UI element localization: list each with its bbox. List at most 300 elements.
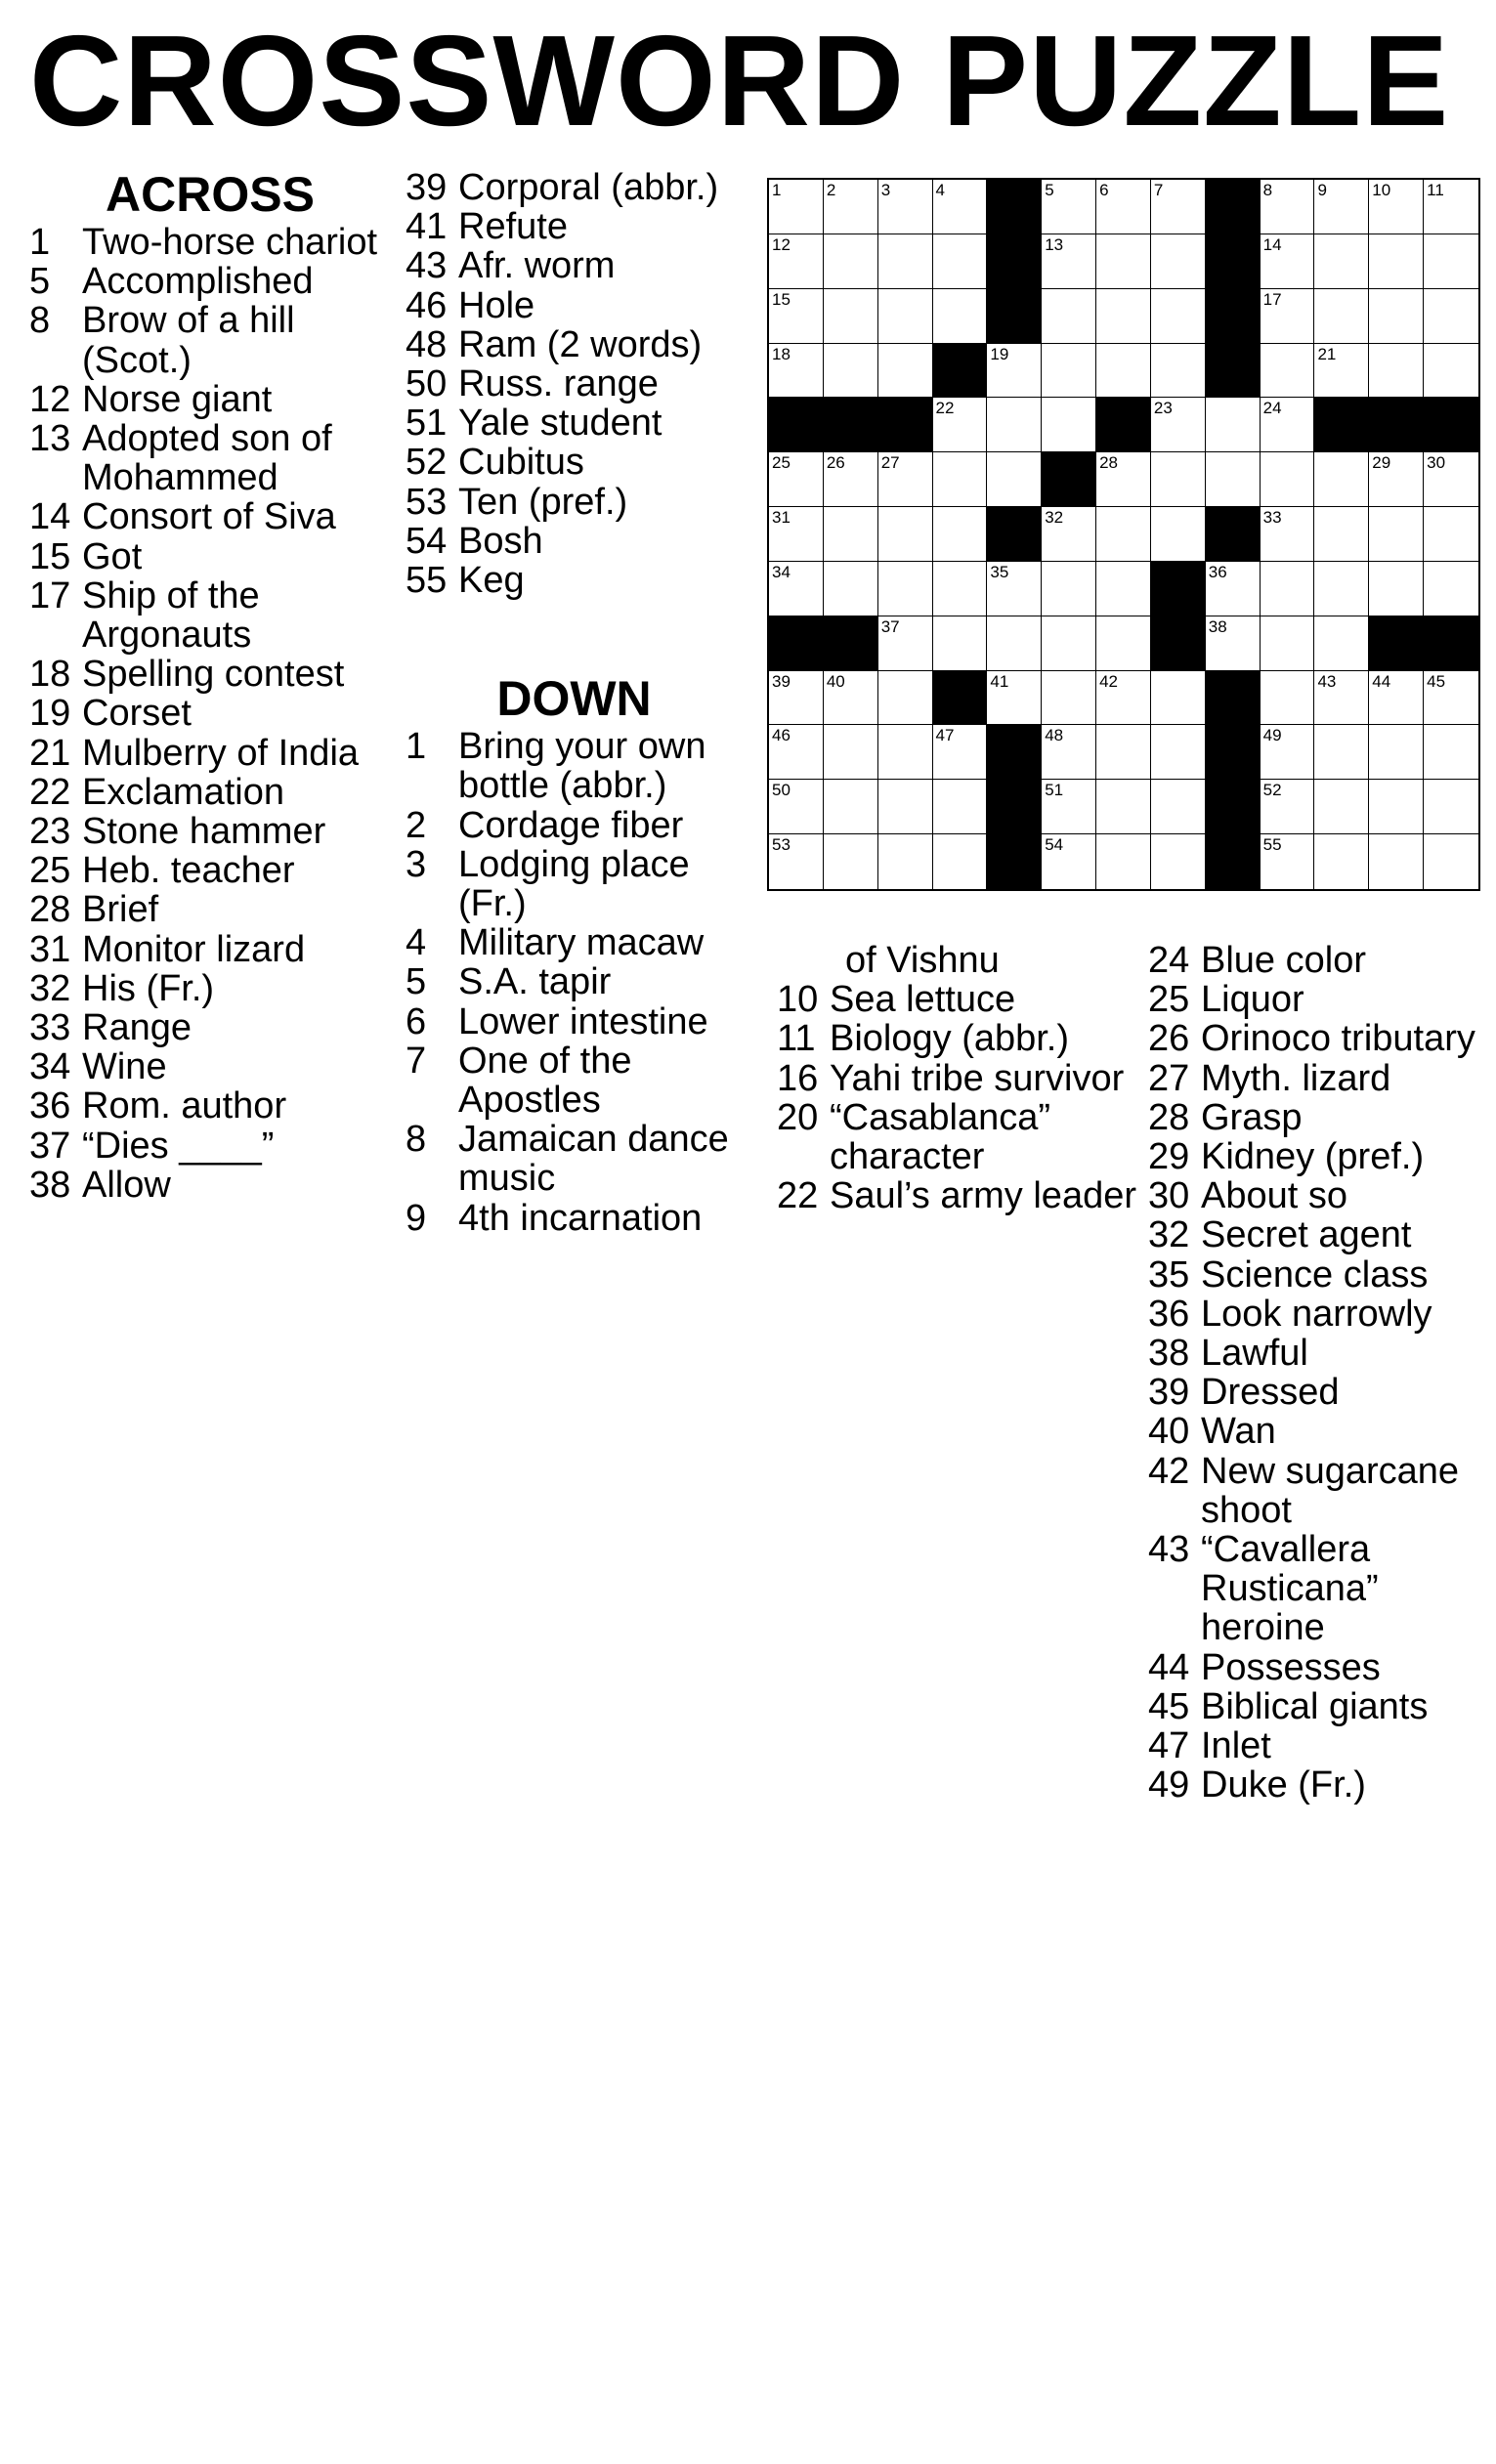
grid-cell[interactable] [1424, 507, 1478, 562]
grid-cell[interactable] [987, 562, 1042, 616]
clue-item [29, 1166, 391, 1205]
clue-number: 51 [406, 403, 448, 445]
clue-number: 44 [1148, 1646, 1190, 1688]
clue-item [1148, 941, 1490, 980]
clue-text: New sugarcane shoot [1201, 1450, 1460, 1531]
cell-number: 55 [1262, 835, 1282, 855]
grid-cell[interactable] [1151, 834, 1206, 889]
grid-cell[interactable] [1314, 834, 1369, 889]
grid-cell[interactable] [1151, 452, 1206, 507]
clue-text: Possesses [1201, 1646, 1381, 1688]
grid-block [878, 398, 933, 452]
grid-cell[interactable] [1042, 344, 1096, 399]
cell-number: 51 [1045, 781, 1064, 800]
grid-cell[interactable] [1369, 234, 1424, 289]
grid-cell[interactable] [1369, 344, 1424, 399]
clue-number: 39 [406, 167, 448, 208]
grid-cell[interactable] [878, 234, 933, 289]
clue-item [29, 1047, 391, 1086]
grid-cell[interactable] [1151, 180, 1206, 234]
clue-item [777, 1059, 1148, 1098]
grid-block [1206, 289, 1261, 344]
grid-block [987, 834, 1042, 889]
grid-cell[interactable] [824, 452, 878, 507]
cell-number: 19 [990, 344, 1009, 363]
clue-item [1148, 1255, 1490, 1295]
cell-number: 7 [1153, 181, 1164, 199]
across-column [29, 166, 391, 1205]
clue-number: 26 [1148, 1018, 1190, 1060]
clue-text: About so [1201, 1175, 1347, 1217]
clue-text: Keg [458, 560, 525, 602]
cell-number: 52 [1262, 781, 1282, 800]
grid-cell[interactable] [1206, 562, 1261, 616]
grid-cell[interactable] [933, 398, 988, 452]
clue-text: Grasp [1201, 1096, 1303, 1138]
clue-number: 18 [29, 654, 71, 696]
cell-number: 28 [1099, 453, 1118, 473]
clue-text: Wine [82, 1046, 167, 1088]
cell-number: 41 [990, 671, 1009, 691]
grid-cell[interactable] [878, 562, 933, 616]
clue-text: Blue color [1201, 940, 1366, 981]
grid-cell[interactable] [933, 180, 988, 234]
grid-cell[interactable] [824, 180, 878, 234]
grid-cell[interactable] [1424, 780, 1478, 834]
clue-number: 9 [406, 1197, 427, 1239]
down-clue-list-2 [777, 980, 1148, 1215]
grid-cell[interactable] [1314, 289, 1369, 344]
clue-number: 45 [1148, 1685, 1190, 1727]
grid-cell[interactable] [1261, 507, 1315, 562]
grid-cell[interactable] [1261, 234, 1315, 289]
clue-item [406, 806, 743, 845]
grid-cell[interactable] [1424, 725, 1478, 780]
grid-cell[interactable] [1151, 234, 1206, 289]
grid-cell[interactable] [769, 671, 824, 726]
cell-number: 8 [1262, 181, 1273, 199]
clue-item [406, 1041, 743, 1120]
grid-cell[interactable] [824, 780, 878, 834]
down-column-continued [777, 941, 1148, 1215]
grid-cell[interactable] [1261, 289, 1315, 344]
grid-cell[interactable] [1042, 289, 1096, 344]
clue-text: Got [82, 535, 143, 577]
grid-cell[interactable] [1042, 562, 1096, 616]
grid-cell[interactable] [1369, 562, 1424, 616]
clue-number: 23 [29, 811, 71, 853]
grid-block [987, 507, 1042, 562]
grid-block [933, 671, 988, 726]
cell-number: 24 [1262, 399, 1282, 418]
grid-cell[interactable] [1369, 725, 1424, 780]
grid-cell[interactable] [1424, 671, 1478, 726]
cell-number: 14 [1262, 234, 1282, 254]
grid-cell[interactable] [1369, 180, 1424, 234]
grid-cell[interactable] [1261, 834, 1315, 889]
cell-number: 36 [1208, 562, 1227, 581]
grid-cell[interactable] [878, 671, 933, 726]
cell-number: 1 [772, 181, 782, 199]
clue-item [406, 286, 743, 325]
clue-item [1148, 1295, 1490, 1334]
grid-cell[interactable] [824, 671, 878, 726]
clue-text: “Dies ____” [82, 1125, 275, 1167]
clue-number: 27 [1148, 1057, 1190, 1099]
clue-item [29, 812, 391, 851]
clue-number: 48 [406, 323, 448, 365]
grid-cell[interactable] [1042, 671, 1096, 726]
cell-number: 12 [772, 234, 791, 254]
grid-cell[interactable] [878, 725, 933, 780]
grid-cell[interactable] [769, 180, 824, 234]
grid-cell[interactable] [1314, 562, 1369, 616]
grid-cell[interactable] [933, 507, 988, 562]
grid-cell[interactable] [1314, 234, 1369, 289]
clue-text: Russ. range [458, 363, 659, 405]
cell-number: 18 [772, 344, 791, 363]
grid-block [769, 616, 824, 671]
clue-number: 6 [406, 1000, 427, 1042]
clue-text: Yahi tribe survivor [830, 1057, 1125, 1099]
grid-cell[interactable] [1096, 452, 1151, 507]
clue-text: Lower intestine [458, 1000, 708, 1042]
grid-cell[interactable] [1151, 780, 1206, 834]
grid-cell[interactable] [878, 180, 933, 234]
clue-number: 7 [406, 1040, 427, 1082]
grid-cell[interactable] [878, 344, 933, 399]
clue-item [29, 301, 391, 379]
clue-text: Monitor lizard [82, 928, 306, 970]
clue-text: Wan [1201, 1411, 1276, 1453]
clue-number: 2 [406, 804, 427, 846]
grid-cell[interactable] [769, 562, 824, 616]
clue-text: Heb. teacher [82, 850, 295, 892]
grid-cell[interactable] [1096, 507, 1151, 562]
clue-number: 36 [29, 1085, 71, 1127]
clue-text: Corporal (abbr.) [458, 167, 719, 208]
clue-item [406, 923, 743, 962]
cell-number: 38 [1208, 616, 1227, 636]
grid-cell[interactable] [878, 452, 933, 507]
grid-cell[interactable] [1096, 180, 1151, 234]
grid-cell[interactable] [824, 834, 878, 889]
cell-number: 5 [1045, 181, 1054, 199]
clue-number: 25 [29, 850, 71, 892]
clue-text: Science class [1201, 1253, 1429, 1296]
clue-text: Bring your own bottle (abbr.) [458, 726, 706, 807]
grid-cell[interactable] [1369, 289, 1424, 344]
grid-cell[interactable] [1369, 834, 1424, 889]
clue-item [406, 168, 743, 207]
cell-number: 4 [935, 181, 945, 199]
cell-number: 2 [826, 181, 836, 199]
grid-cell[interactable] [1424, 562, 1478, 616]
clue-number: 39 [1148, 1372, 1190, 1414]
grid-cell[interactable] [1042, 834, 1096, 889]
clue-item [406, 845, 743, 923]
grid-cell[interactable] [1314, 671, 1369, 726]
clue-item [1148, 1176, 1490, 1215]
clue-text: Ten (pref.) [458, 481, 628, 523]
grid-cell[interactable] [1042, 398, 1096, 452]
grid-cell[interactable] [1369, 780, 1424, 834]
grid-cell[interactable] [1261, 725, 1315, 780]
clue-item [29, 851, 391, 890]
clue-item [29, 655, 391, 694]
cell-number: 11 [1427, 181, 1444, 199]
grid-cell[interactable] [933, 616, 988, 671]
clue-text: Orinoco tributary [1201, 1018, 1475, 1060]
grid-cell[interactable] [1261, 452, 1315, 507]
clue-item [1148, 1334, 1490, 1373]
clue-text: Biology (abbr.) [830, 1018, 1070, 1060]
cell-number: 26 [826, 453, 845, 473]
grid-cell[interactable] [1261, 616, 1315, 671]
grid-block [769, 398, 824, 452]
cell-number: 31 [772, 508, 791, 528]
grid-cell[interactable] [878, 616, 933, 671]
cell-number: 45 [1427, 671, 1446, 691]
grid-cell[interactable] [878, 834, 933, 889]
grid-cell[interactable] [769, 344, 824, 399]
grid-cell[interactable] [1151, 671, 1206, 726]
clue-number: 3 [406, 843, 427, 885]
cell-number: 3 [880, 181, 891, 199]
clue-item [29, 773, 391, 812]
grid-cell[interactable] [769, 507, 824, 562]
grid-cell[interactable] [1261, 180, 1315, 234]
clue-item [1148, 1373, 1490, 1412]
clue-text: Refute [458, 206, 568, 248]
grid-cell[interactable] [933, 289, 988, 344]
grid-cell[interactable] [987, 344, 1042, 399]
clue-item [1148, 1765, 1490, 1805]
grid-cell[interactable] [769, 452, 824, 507]
clue-item [1148, 980, 1490, 1019]
clue-item [406, 1120, 743, 1198]
down-column-3 [1148, 941, 1490, 1805]
grid-block [824, 616, 878, 671]
clue-number: 11 [777, 1018, 816, 1060]
grid-cell[interactable] [1424, 452, 1478, 507]
cell-number: 6 [1099, 181, 1109, 199]
grid-cell[interactable] [1096, 234, 1151, 289]
grid-cell[interactable] [1314, 180, 1369, 234]
grid-cell[interactable] [769, 780, 824, 834]
grid-cell[interactable] [1424, 289, 1478, 344]
across-clue-list-continued [406, 168, 743, 600]
clue-item [406, 483, 743, 522]
cell-number: 54 [1045, 835, 1064, 855]
clue-number: 33 [29, 1007, 71, 1049]
grid-cell[interactable] [1261, 562, 1315, 616]
cell-number: 13 [1045, 234, 1064, 254]
grid-cell[interactable] [1314, 616, 1369, 671]
clue-text: Lodging place (Fr.) [458, 843, 690, 925]
clue-item [1148, 1452, 1490, 1530]
grid-cell[interactable] [1261, 780, 1315, 834]
clue-item [29, 734, 391, 773]
cell-number: 23 [1153, 399, 1173, 418]
grid-cell[interactable] [824, 344, 878, 399]
grid-cell[interactable] [1096, 616, 1151, 671]
grid-cell[interactable] [1042, 507, 1096, 562]
clue-text: Norse giant [82, 378, 273, 420]
grid-cell[interactable] [933, 562, 988, 616]
clue-item [406, 364, 743, 404]
clue-text: Accomplished [82, 261, 314, 303]
grid-block [987, 725, 1042, 780]
grid-cell[interactable] [824, 507, 878, 562]
grid-cell[interactable] [1151, 289, 1206, 344]
clue-item [1148, 1530, 1490, 1648]
clue-text: “Cavallera Rusticana” heroine [1201, 1529, 1379, 1649]
clue-number: 15 [29, 535, 71, 577]
grid-cell[interactable] [1042, 780, 1096, 834]
grid-cell[interactable] [769, 289, 824, 344]
grid-block [1042, 452, 1096, 507]
grid-cell[interactable] [1096, 834, 1151, 889]
grid-cell[interactable] [1261, 344, 1315, 399]
clue-item [406, 246, 743, 285]
grid-cell[interactable] [1314, 780, 1369, 834]
clue-number: 1 [406, 726, 427, 768]
grid-cell[interactable] [878, 507, 933, 562]
crossword-grid [767, 178, 1480, 891]
grid-cell[interactable] [824, 234, 878, 289]
clue-number: 29 [1148, 1136, 1190, 1178]
grid-cell[interactable] [1369, 671, 1424, 726]
grid-cell[interactable] [1424, 180, 1478, 234]
grid-cell[interactable] [1096, 780, 1151, 834]
grid-cell[interactable] [987, 616, 1042, 671]
clue-number: 14 [29, 496, 71, 538]
clue-item [29, 694, 391, 733]
clue-item [406, 1199, 743, 1238]
clue-text: Ram (2 words) [458, 323, 703, 365]
clue-number: 55 [406, 560, 448, 602]
grid-block [1206, 834, 1261, 889]
down-clue-list-3 [1148, 941, 1490, 1805]
grid-cell[interactable] [1042, 725, 1096, 780]
grid-cell[interactable] [1424, 344, 1478, 399]
clue-number: 17 [29, 574, 71, 616]
grid-cell[interactable] [1206, 398, 1261, 452]
clue-item [1148, 1687, 1490, 1726]
cell-number: 32 [1045, 508, 1064, 528]
grid-block [1369, 616, 1424, 671]
grid-cell[interactable] [1314, 725, 1369, 780]
clue-text: Duke (Fr.) [1201, 1764, 1366, 1806]
grid-cell[interactable] [1369, 507, 1424, 562]
clue-text: Dressed [1201, 1372, 1340, 1414]
grid-cell[interactable] [987, 452, 1042, 507]
grid-cell[interactable] [987, 671, 1042, 726]
grid-cell[interactable] [878, 289, 933, 344]
cell-number: 39 [772, 671, 791, 691]
clue-number: 49 [1148, 1764, 1190, 1806]
grid-cell[interactable] [1096, 562, 1151, 616]
cell-number: 30 [1427, 453, 1446, 473]
clue-item [29, 497, 391, 536]
clue-number: 53 [406, 481, 448, 523]
clue-item [1148, 1019, 1490, 1058]
clue-item [1148, 1648, 1490, 1687]
grid-block [987, 180, 1042, 234]
grid-cell[interactable] [1424, 834, 1478, 889]
grid-cell[interactable] [878, 780, 933, 834]
grid-cell[interactable] [1206, 452, 1261, 507]
grid-cell[interactable] [1096, 289, 1151, 344]
down-clue-list [406, 727, 743, 1238]
clue-number: 34 [29, 1046, 71, 1088]
clue-text: Spelling contest [82, 654, 345, 696]
clue-item [406, 522, 743, 561]
across-clue-list [29, 223, 391, 1205]
grid-cell[interactable] [1424, 234, 1478, 289]
grid-cell[interactable] [1314, 344, 1369, 399]
grid-cell[interactable] [824, 289, 878, 344]
grid-cell[interactable] [933, 834, 988, 889]
grid-cell[interactable] [933, 725, 988, 780]
clue-item [406, 443, 743, 482]
grid-cell[interactable] [1369, 452, 1424, 507]
grid-block [1151, 616, 1206, 671]
clue-number: 41 [406, 206, 448, 248]
grid-cell[interactable] [1206, 616, 1261, 671]
clue-text: Inlet [1201, 1725, 1271, 1767]
grid-cell[interactable] [1151, 344, 1206, 399]
grid-cell[interactable] [769, 234, 824, 289]
clue-number: 54 [406, 520, 448, 562]
grid-cell[interactable] [824, 725, 878, 780]
clue-number: 43 [1148, 1529, 1190, 1571]
clue-number: 42 [1148, 1450, 1190, 1492]
grid-cell[interactable] [933, 780, 988, 834]
grid-cell[interactable] [987, 398, 1042, 452]
clue-number: 4 [406, 922, 427, 964]
grid-cell[interactable] [1151, 507, 1206, 562]
grid-cell[interactable] [933, 234, 988, 289]
grid-cell[interactable] [1151, 398, 1206, 452]
grid-cell[interactable] [1096, 344, 1151, 399]
grid-cell[interactable] [1261, 671, 1315, 726]
clue-text: Saul’s army leader [830, 1175, 1137, 1217]
grid-cell[interactable] [1261, 398, 1315, 452]
grid-block [933, 344, 988, 399]
grid-cell[interactable] [1042, 234, 1096, 289]
grid-cell[interactable] [824, 562, 878, 616]
grid-cell[interactable] [1096, 725, 1151, 780]
grid-cell[interactable] [1314, 452, 1369, 507]
grid-cell[interactable] [1042, 616, 1096, 671]
clue-text: Brow of a hill (Scot.) [82, 300, 295, 381]
clue-number: 32 [29, 967, 71, 1009]
grid-cell[interactable] [769, 834, 824, 889]
grid-cell[interactable] [1096, 671, 1151, 726]
cell-number: 22 [935, 399, 955, 418]
grid-cell[interactable] [1151, 725, 1206, 780]
grid-block [987, 289, 1042, 344]
grid-cell[interactable] [769, 725, 824, 780]
grid-cell[interactable] [1042, 180, 1096, 234]
grid-cell[interactable] [933, 452, 988, 507]
grid-cell[interactable] [1314, 507, 1369, 562]
clue-number: 52 [406, 442, 448, 484]
grid-block [1206, 725, 1261, 780]
across-heading: ACROSS [106, 167, 315, 222]
